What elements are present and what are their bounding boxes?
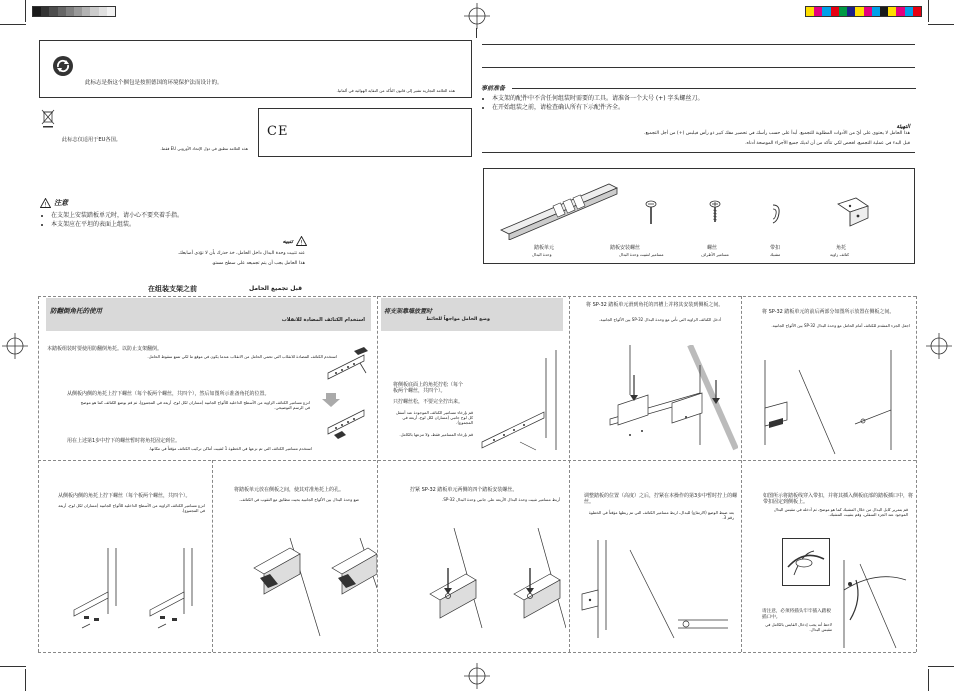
gray-swatch (99, 7, 107, 16)
corner-bracket-icon (836, 196, 870, 228)
caution-item: • 在支架上安装踏板单元时，请小心不要夹着手指。 (51, 212, 292, 220)
caution-ar-1: عند تثبيت وحدة البدال داخل الحامل، خذ حذرك بأن لا تؤذي أصابعك. (177, 251, 305, 256)
gray-swatch (33, 7, 41, 16)
gray-swatch (90, 7, 98, 16)
color-swatch (905, 7, 913, 16)
pedal-jack-illustration (836, 560, 914, 650)
weee-text-cn: 此标志仅适用于EU各国。 (62, 137, 121, 143)
panel1-step1-cn: 本踏板组装时要使用防翻倒角托。以防止支架翻倒。 (47, 346, 163, 352)
pedal-position-illustration (755, 350, 913, 455)
cmyk-color-bar (805, 6, 922, 17)
panel8-text-ar: بعد ضبط الوضع (الارتفاع) للبدال، اربط مسامير الكتائف التي تم ربطها مؤقتاً في الخطوة رقم 3. (588, 510, 734, 520)
caution-title: 注意 (54, 199, 68, 207)
header-rule (482, 67, 915, 68)
part-label-ar: مسامير الأطراف (701, 252, 729, 257)
color-swatch (814, 7, 822, 16)
panel9-text-ar: قم بتمرير كابل البدال من خلال المشبك كما هو موضح، ثم أدخله في مقبس البدال الموجود عند الجزء السفلي، وقم بتثبيت المشبك. (773, 507, 908, 517)
part-label-cn: 角托 (836, 245, 847, 251)
color-swatch (880, 7, 888, 16)
prep-ar-2: قبل البدء في عملية التجميع، افحص لكي تتأكد من أن لديك جميع الأجزاء الموضحة أدناه. (745, 141, 910, 146)
panel2-step1-ar: قم بإرخاء مسامير الكتائف الموجودة عند أسفل كل لوح جانبي (مساران لكل لوح، أربعة في المجموع). (395, 410, 473, 425)
pedal-screw-icon (645, 200, 657, 226)
caution-list (42, 212, 292, 229)
caution-title-ar: تنبيه (282, 238, 293, 245)
color-swatch (847, 7, 855, 16)
prep-item: • 在开始组装之前，请检查确认所有下示配件齐全。 (492, 104, 903, 112)
bracket-illustration (318, 333, 373, 451)
panel-divider (741, 296, 742, 652)
crop-mark (25, 0, 26, 22)
panel1-subtitle: استخدام الكتائف المضادة للانقلاب (281, 317, 365, 323)
crop-mark (0, 666, 26, 667)
prep-ar-1: هذا الحامل لا يحتوي على أيّ من الأدوات المطلوبة للتجميع. أبدأ على حسب رأسك في تحضير مفك كبير ذو رأس فيلبس (+) من أجل التجميع. (644, 131, 910, 136)
recycle-text-ar: هذه العلامة التجارية تشير إلى قانون التأكد من النفاية الهوائية في ألمانيا. (336, 88, 455, 93)
screw-icon (709, 200, 721, 226)
registration-mark-icon (464, 663, 490, 689)
registration-mark-icon (926, 333, 952, 359)
part-label-cn: 踏板安装螺丝 (610, 245, 641, 251)
header-rule (482, 44, 915, 45)
gray-swatch (82, 7, 90, 16)
panel4-text-cn: 将 SP-32 踏板单元的前后两部分如图所示放置在侧板之间。 (762, 309, 895, 315)
clamp-icon (770, 203, 782, 225)
prep-list (483, 95, 903, 112)
crop-mark (928, 24, 954, 25)
before-title-ar: قبل تجميع الحامل (248, 285, 302, 292)
panel8-text-cn: 调整踏板的位置（高度）之后，拧紧在本操作的第3步中暂时拧上的螺丝。 (584, 493, 738, 506)
registration-mark-icon (464, 3, 490, 29)
gray-swatch (66, 7, 74, 16)
color-swatch (913, 7, 921, 16)
panel3-text-cn: 将 SP-32 踏板单元滑到角托的凹槽上并将其安装到侧板之间。 (586, 302, 724, 308)
side-panel-screws-illustration (60, 548, 210, 638)
gray-swatch (58, 7, 66, 16)
panel1-step1-ar: استخدم الكتائف المضادة للانقلاب التي تحمي الحامل من الانقلاب عندما يكون في موقع ما لكي تمنع سقوط الحامل. (147, 354, 337, 359)
before-title-cn: 在组装支架之前 (148, 285, 197, 293)
prep-title: 事前准备 (481, 85, 506, 92)
color-swatch (839, 7, 847, 16)
pedal-bracket-illustration (590, 345, 738, 455)
panel2-step2-cn: 只拧螺丝松，不要完全拧出来。 (393, 399, 464, 405)
svg-text:!: ! (44, 201, 47, 208)
panel5-text-cn: 从侧板内侧的角托上拧下螺丝（每个板两个螺丝，共四个）。 (58, 493, 191, 499)
gray-swatch (49, 7, 57, 16)
color-swatch (831, 7, 839, 16)
panel9-text-cn: 如图所示将踏板线穿入带扣，并将其插入侧板底部的踏板插口中，将带扣固定到侧板上。 (763, 493, 914, 506)
panel2-title: 将支架靠墙放置时 (384, 308, 433, 315)
part-label-cn: 踏板单元 (534, 245, 555, 251)
panel9-note-cn: 请注意，必须将插头牢牢插入踏板插口中。 (762, 609, 831, 620)
panel-divider (212, 460, 213, 652)
panel-divider (38, 296, 916, 297)
prep-title-ar: التهيئة (896, 124, 910, 130)
color-swatch (806, 7, 814, 16)
warning-icon (40, 198, 51, 208)
panel7-text-cn: 拧紧 SP-32 踏板单元两侧的四个踏板安装螺丝。 (410, 487, 518, 493)
panel5-text-ar: انزع مسامير الكتائف الزاوية من الأسطح الداخلية للألواح الجانبية (مساران لكل لوح، أربعة في المجموع). (58, 503, 205, 513)
crop-mark (928, 669, 929, 691)
adjust-height-illustration (578, 540, 738, 640)
crop-mark (25, 669, 26, 691)
warning-icon (296, 236, 307, 246)
weee-text-ar: هذه العلامة تنطبق في دول الإتحاد الأوروبي EU فقط. (160, 146, 248, 151)
recycle-icon (52, 55, 74, 77)
panel2-step1-cn: 将侧板底面上的角托拧松（每个板两个螺丝，共四个）。 (393, 382, 464, 395)
ce-mark: CE (267, 124, 289, 139)
panel1-title: 防翻倒角托的使用 (50, 307, 102, 315)
recycle-text-cn: 此标志是指这个捆包是按照德国的环境保护法而设计的。 (85, 80, 223, 86)
color-swatch (872, 7, 880, 16)
crop-mark (928, 666, 954, 667)
color-swatch (855, 7, 863, 16)
part-label-ar: كتائف زاوية (830, 252, 850, 257)
caution-ar-2: هذا الحامل يجب أن يتم تجميعه على سطح مستو. (211, 261, 305, 266)
part-label-cn: 螺丝 (707, 245, 718, 251)
part-label-ar: وحدة البدال (532, 252, 552, 257)
panel7-text-ar: أربط مسامير تثبيت وحدة البدال الأربعة على جانبي وحدة البدال SP-32. (442, 497, 560, 502)
wall-stand-illustration (480, 350, 565, 455)
weee-bin-icon (41, 108, 55, 128)
crop-mark (0, 24, 26, 25)
panel1-step2-ar: انزع مسامير الكتائف الزاوية من الأسطح الداخلية للألواح الجانبية (مساران لكل لوح، أربعة في المجموع)، ثم قم بوضع الكتائف كما هو موضح في الرسم التوضيحي. (80, 400, 310, 410)
prep-rule-bottom (482, 152, 915, 153)
gray-swatch (74, 7, 82, 16)
panel-divider (38, 296, 39, 652)
prep-item: • 本支架的配件中不含任何组装时需要的工具。请准备一个大号 (+) 字头螺丝刀。 (492, 95, 903, 103)
panel2-subtitle: وضع الحامل مواجهاً للحائط (426, 317, 490, 322)
panel-divider (916, 296, 917, 652)
part-label-ar: مشبك (770, 252, 781, 257)
panel3-text-ar: أدخل الكتائف الزاوية التي تأتي مع وحدة البدال SP-32 بين الألواح الجانبية. (599, 317, 721, 322)
fold-mark (476, 28, 477, 38)
panel-divider (38, 460, 916, 461)
panel4-text-ar: اجعل الجزء المتقدم للكتائف أمام الحامل مع وحدة البدال SP-32 بين الألواح الجانبية. (771, 323, 910, 328)
caution-item: • 本支架应在平坦的表面上组装。 (51, 221, 292, 229)
crop-mark (928, 0, 929, 22)
panel2-step2-ar: قم بإرخاء المسامير فقط، ولا تنزعها بالكامل. (399, 432, 473, 437)
color-swatch (888, 7, 896, 16)
panel1-step3-ar: استخدم مسامير الكتائف التي تم نزعها في الخطوة 1 لتثبيت أماكن تركيب الكتائف مؤقتاً في مكانها. (149, 446, 312, 451)
cable-clamp-icon (784, 545, 828, 581)
color-swatch (864, 7, 872, 16)
part-label-cn: 带扣 (770, 245, 781, 251)
pedal-unit-figure (497, 180, 619, 240)
panel6-text-ar: ضع وحدة البدال بين الألواح الجانبية بحيث تتطابق مع الثقوب في الكتائف. (239, 497, 359, 502)
gray-swatch (107, 7, 115, 16)
gray-swatch (41, 7, 49, 16)
svg-text:!: ! (300, 239, 303, 246)
panel-divider (38, 652, 916, 653)
panel9-note-ar: لاحظ أنه يجب إدخال القابس بالكامل في مقبس البدال. (765, 622, 832, 632)
pedal-between-panels-illustration (250, 528, 377, 638)
tighten-screws-illustration (418, 528, 566, 638)
panel1-step2-cn: 从侧板内侧的角托上拧下螺丝（每个板两个螺丝，共四个），然后如图所示准备角托的位置。 (67, 391, 270, 397)
panel-divider (377, 296, 378, 652)
color-swatch (896, 7, 904, 16)
prep-rule (512, 88, 916, 89)
part-label-ar: مسامير لتثبيت وحدة البدال (619, 252, 664, 257)
ce-notice-box (258, 108, 472, 157)
panel1-step3-cn: 用在上述第1步中拧下的螺丝暂时将角托固定到位。 (67, 438, 181, 444)
panel6-text-cn: 将踏板单元放在侧板之间，使其对准角托上的孔。 (234, 487, 345, 493)
panel-divider (569, 296, 570, 652)
gray-scale-bar (32, 6, 116, 17)
registration-mark-icon (2, 333, 28, 359)
color-swatch (822, 7, 830, 16)
